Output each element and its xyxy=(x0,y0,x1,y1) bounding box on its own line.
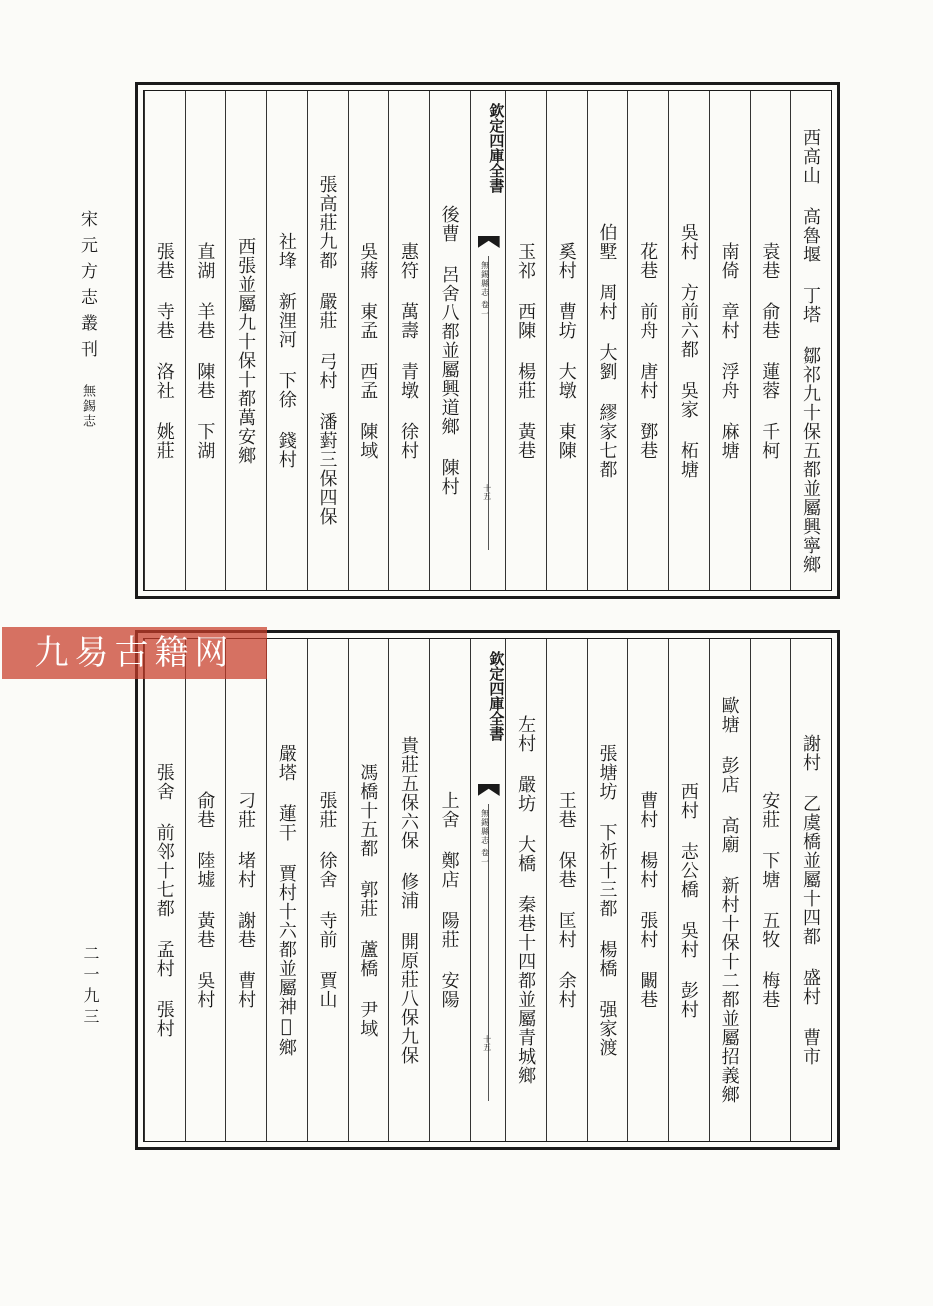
column-text: 吳村 方前六都 吳家 柘塘 xyxy=(677,222,699,479)
column-text: 直湖 羊巷 陳巷 下湖 xyxy=(194,241,216,460)
column-text: 張高莊九都 嚴莊 弓村 潘薱三保四保 xyxy=(316,175,338,526)
spine-title: 欽定四庫全書 xyxy=(487,103,506,193)
spine-title: 欽定四庫全書 xyxy=(487,651,506,741)
text-column xyxy=(144,639,185,1141)
column-text: 嚴塔 蓮干 賈村十六都並屬神𢚩鄉 xyxy=(275,743,297,1057)
column-text: 張巷 寺巷 洛社 姚莊 xyxy=(153,241,175,460)
column-text: 張塘坊 下祈十三都 楊橋 强家渡 xyxy=(596,743,618,1057)
spine-volume-label: 卷一 xyxy=(480,300,490,319)
text-column xyxy=(587,91,628,590)
column-text: 張莊 徐舍 寺前 賈山 xyxy=(316,791,338,1009)
column-text: 後曹 呂舍八都並屬興道鄉 陳村 xyxy=(438,205,460,496)
text-column xyxy=(388,639,429,1141)
text-column xyxy=(144,91,185,590)
watermark: 九易古籍网 xyxy=(2,627,267,679)
column-text: 曹村 楊村 張村 闞巷 xyxy=(637,791,659,1009)
text-column xyxy=(790,639,831,1141)
text-column xyxy=(348,639,389,1141)
column-text: 社埄 新浬河 下徐 錢村 xyxy=(275,232,297,469)
text-column xyxy=(668,639,709,1141)
text-column xyxy=(225,91,266,590)
fishtail-mark-icon xyxy=(478,236,500,248)
bottom-page xyxy=(135,630,840,1150)
column-text: 玉祁 西陳 楊莊 黃巷 xyxy=(515,241,537,460)
text-column xyxy=(225,639,266,1141)
column-text: 南倚 章村 浮舟 麻塘 xyxy=(718,241,740,460)
spine-volume xyxy=(480,809,491,867)
spine-volume-label: 卷一 xyxy=(480,848,490,867)
series-title: 宋元方志叢刊 xyxy=(77,210,97,366)
text-column xyxy=(546,91,587,590)
column-text: 左村 嚴坊 大橋 秦巷十四都並屬青城鄉 xyxy=(515,715,537,1085)
column-text: 吳蔣 東孟 西孟 陳域 xyxy=(357,241,379,460)
column-text: 貴莊五保六保 修浦 開原莊八保九保 xyxy=(397,735,419,1065)
text-column xyxy=(348,91,389,590)
column-text: 俞巷 陸墟 黃巷 吳村 xyxy=(194,791,216,1009)
column-text: 上舍 鄭店 陽莊 安陽 xyxy=(438,791,460,1009)
text-column xyxy=(429,639,470,1141)
text-column xyxy=(266,639,307,1141)
column-text: 刁莊 堵村 謝巷 曹村 xyxy=(235,791,257,1009)
bottom-columns xyxy=(144,639,831,1141)
column-text: 西張並屬九十保十都萬安鄉 xyxy=(235,236,257,465)
text-column xyxy=(587,639,628,1141)
text-column xyxy=(429,91,470,590)
spine-leaf: 十五 xyxy=(482,484,492,500)
fishtail-mark-icon xyxy=(478,784,500,796)
text-column xyxy=(388,91,429,590)
spine-column xyxy=(470,91,506,590)
text-column xyxy=(750,91,791,590)
spine-leaf: 十五 xyxy=(482,1035,492,1051)
text-column xyxy=(627,91,668,590)
gazetteer-name: 無錫志 xyxy=(80,384,95,429)
text-column xyxy=(709,639,750,1141)
column-text: 西高山 高魯堰 丁塔 鄒祁九十保五都並屬興寧鄉 xyxy=(800,127,821,574)
column-text: 袁巷 俞巷 蓮蓉 千柯 xyxy=(759,241,781,460)
text-column xyxy=(505,91,546,590)
top-columns xyxy=(144,91,831,590)
text-column xyxy=(185,639,226,1141)
text-column xyxy=(505,639,546,1141)
column-text: 安莊 下塘 五牧 梅巷 xyxy=(759,791,781,1009)
spine-column xyxy=(470,639,506,1141)
text-column xyxy=(307,639,348,1141)
page-number: 二一九三 xyxy=(81,945,100,1029)
column-text: 歐塘 彭店 高廟 新村十保十二都並屬招義鄉 xyxy=(718,696,740,1104)
column-text: 西村 志公橋 吳村 彭村 xyxy=(677,781,699,1019)
text-column xyxy=(750,639,791,1141)
spine-book: 無錫縣志 xyxy=(480,261,490,297)
text-column xyxy=(790,91,831,590)
column-text: 謝村 乙虞橋並屬十四都 盛村 曹市 xyxy=(800,734,821,1066)
text-column xyxy=(627,639,668,1141)
side-title xyxy=(72,210,102,429)
column-text: 伯墅 周村 大劉 繆家七都 xyxy=(596,222,618,479)
text-column xyxy=(668,91,709,590)
column-text: 王巷 保巷 匡村 余村 xyxy=(555,791,577,1009)
text-column xyxy=(709,91,750,590)
text-column xyxy=(266,91,307,590)
column-text: 張舍 前邻十七都 孟村 張村 xyxy=(153,762,175,1038)
top-page xyxy=(135,82,840,599)
column-text: 花巷 前舟 唐村 鄧巷 xyxy=(637,241,659,460)
text-column xyxy=(307,91,348,590)
column-text: 馮橋十五都 郭莊 蘆橋 尹域 xyxy=(357,762,379,1038)
column-text: 惠符 萬壽 青墩 徐村 xyxy=(397,241,419,460)
spine-book: 無錫縣志 xyxy=(480,809,490,845)
column-text: 奚村 曹坊 大墩 東陳 xyxy=(555,241,577,460)
text-column xyxy=(546,639,587,1141)
text-column xyxy=(185,91,226,590)
spine-volume xyxy=(480,261,491,319)
